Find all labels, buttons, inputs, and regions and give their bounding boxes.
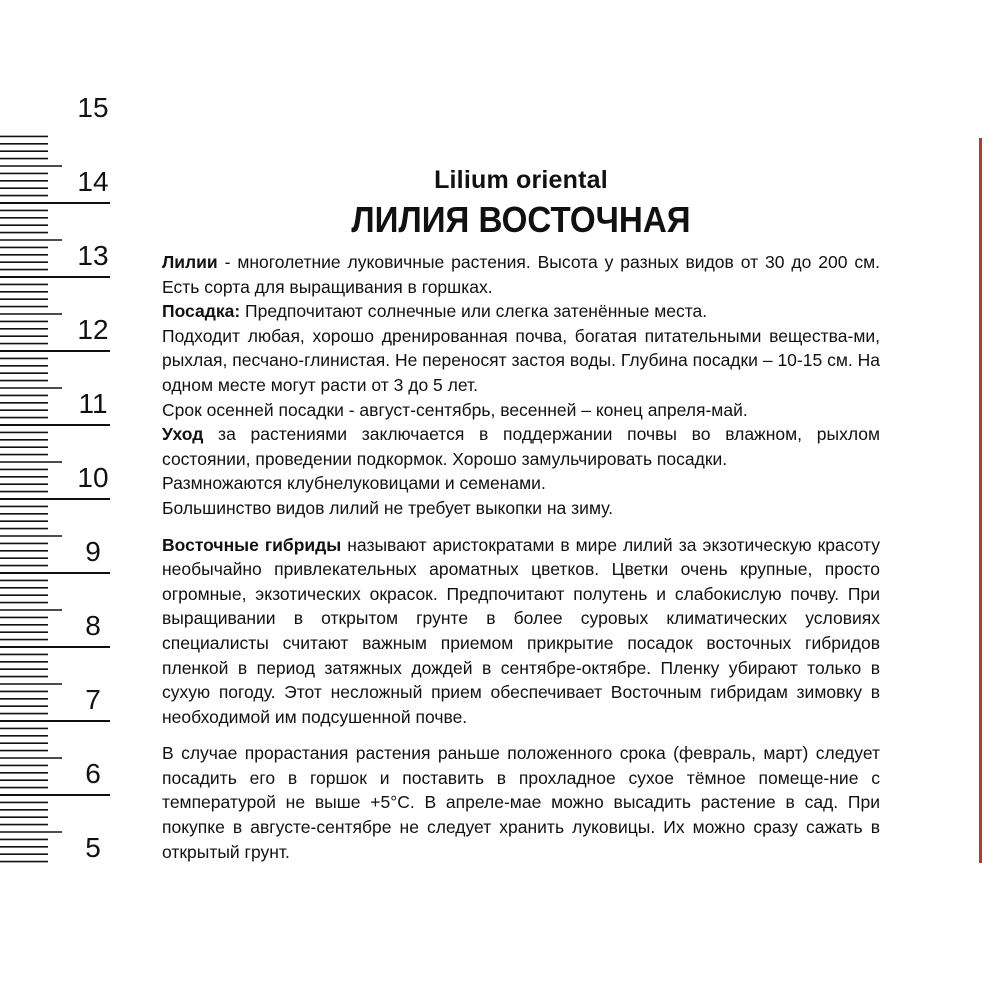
planting-text: Предпочитают солнечные или слегка затенённые места.: [240, 301, 708, 322]
ruler-ticks: [0, 92, 115, 863]
wintering-paragraph: Большинство видов лилий не требует выкопки на зиму.: [162, 497, 614, 518]
ruler-number: 8: [85, 610, 101, 641]
ruler-number: 14: [77, 166, 109, 197]
ruler-number: 10: [77, 462, 109, 493]
ruler-number: 13: [77, 240, 109, 271]
latin-name: Lilium oriental: [434, 166, 608, 194]
sprouting-section: [162, 741, 880, 864]
intro-text: - многолетние луковичные растения. Высота у разных видов от 30 до 200 см. Есть сорта для выращивания в горшках.: [162, 252, 880, 297]
care-section: [162, 250, 880, 521]
ruler-number: 11: [78, 388, 108, 419]
propagation-paragraph: Размножаются клубнелуковицами и семенами.: [162, 473, 546, 494]
ruler-number: 7: [85, 684, 101, 715]
right-border-rule: [979, 138, 982, 863]
planting-time-paragraph: Срок осенней посадки - август-сентябрь, весенней – конец апреля-май.: [162, 399, 748, 420]
ruler-number: 5: [85, 832, 101, 863]
care-bold: Уход: [162, 424, 204, 445]
hybrids-paragraph: [162, 533, 880, 730]
care-paragraph: [162, 422, 880, 471]
ruler-number: 12: [77, 314, 109, 345]
sprouting-paragraph: В случае прорастания растения раньше положенного срока (февраль, март) следует посадить его в горшок и поставить в прохладное сухое тёмное помеще-ние с температурой не выше +5°С. В апреле-мае можно высадить растение в сад. При покупке в августе-сентябре не следует хранить луковицы. Их можно сразу сажать в открытый грунт.: [162, 743, 880, 862]
hybrids-text: называют аристократами в мире лилий за экзотическую красоту необычайно привлекательных ароматных цветков. Цветки очень крупные, просто огромные, экзотических окрасок. Предпочитают полутень и слабокислую почву. При выращивании в открытом грунте в более суровых климатических условиях специалисты считают важным приемом прикрытие посадок восточных гибридов пленкой в период затяжных дождей в сентябре-октябре. Пленку убирают только в сухую погоду. Этот несложный прием обеспечивает Восточным гибридам зимовку в необходимой им подсушенной почве.: [162, 534, 880, 727]
care-text: за растениями заключается в поддержании почвы во влажном, рыхлом состоянии, проведении подкормок. Хорошо замульчировать посадки.: [162, 424, 880, 469]
page-title: ЛИЛИЯ ВОСТОЧНАЯ: [351, 199, 691, 240]
intro-bold: Лилии: [162, 252, 218, 272]
intro-paragraph: [162, 250, 880, 299]
ruler-number: 15: [77, 92, 109, 123]
ruler-scale: [0, 92, 115, 863]
planting-bold: Посадка:: [162, 301, 241, 322]
ruler-number: 6: [85, 758, 101, 789]
ruler-number: 9: [85, 536, 101, 567]
soil-paragraph: Подходит любая, хорошо дренированная почва, богатая питательными вещества-ми, рыхлая, песчано-глинистая. Не переносят застоя воды. Глубина посадки – 10-15 см. На одном месте могут расти от 3 до 5 лет.: [162, 325, 880, 395]
product-description: [162, 162, 880, 864]
planting-paragraph: [162, 299, 880, 324]
hybrids-section: [162, 533, 880, 730]
hybrids-bold: Восточные гибриды: [162, 534, 342, 555]
